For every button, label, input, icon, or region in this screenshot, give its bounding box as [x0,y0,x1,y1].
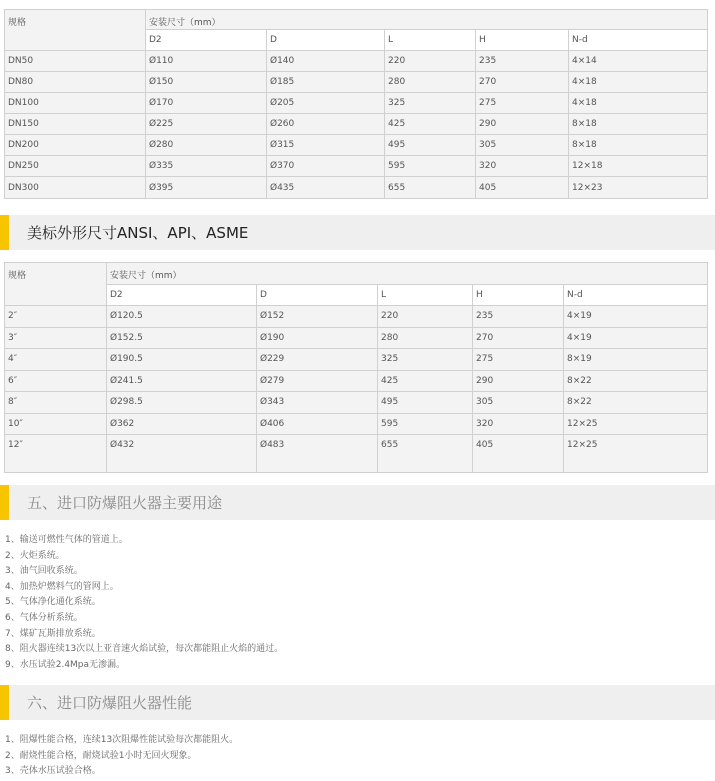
table-cell: Ø395 [146,177,267,199]
table-row [5,392,708,414]
table-cell: Ø205 [267,93,385,114]
table-cell: Ø152 [257,306,378,328]
table-cell: 4×18 [569,72,708,93]
list-item: 2、耐烧性能合格，耐烧试验1小时无回火现象。 [5,750,197,761]
table-cell: 12×25 [564,413,708,435]
table-cell: 305 [476,135,569,156]
dimension-table-inch [4,262,708,473]
column-header: H [473,285,564,306]
column-header: D [257,285,378,306]
uses-list [5,533,283,673]
table-cell: 12×23 [569,177,708,199]
table-cell: 290 [473,370,564,392]
table-cell: 320 [473,413,564,435]
column-header: D2 [146,30,267,51]
section-header-ansi [0,215,715,250]
table-cell: DN80 [5,72,146,93]
table-cell: Ø343 [257,392,378,414]
table-cell: 220 [378,306,473,328]
column-header: L [378,285,473,306]
table-row [5,306,708,328]
table-cell: 12×25 [564,435,708,473]
install-size-header: 安装尺寸（mm） [107,263,708,285]
table-cell: Ø120.5 [107,306,257,328]
table-cell: 320 [476,156,569,177]
table-cell: Ø432 [107,435,257,473]
dimension-table-dn [4,9,708,199]
table-cell: Ø335 [146,156,267,177]
spec-header: 规格 [5,263,107,306]
table-cell: 280 [385,72,476,93]
section-header-uses [0,485,715,520]
table-cell: Ø185 [267,72,385,93]
table-cell: 8×19 [564,349,708,371]
list-item: 1、阻爆性能合格，连续13次阻爆性能试验每次都能阻火。 [5,735,239,745]
table-cell: DN100 [5,93,146,114]
section-title: 五、进口防爆阻火器主要用途 [27,494,223,512]
table-row [5,370,708,392]
table-cell: 275 [473,349,564,371]
section-title: 美标外形尺寸ANSI、API、ASME [27,224,249,242]
list-item: 3、壳体水压试验合格。 [5,766,101,777]
table-cell: 4″ [5,349,107,371]
list-item: 4、加热炉燃料气的管网上。 [5,581,119,592]
table-row [5,114,708,135]
table-cell: DN50 [5,51,146,72]
table-cell: 325 [378,349,473,371]
list-item: 2、火炬系统。 [5,550,65,561]
table-cell: 270 [476,72,569,93]
list-item: 6、气体分析系统。 [5,612,83,623]
table-row [5,327,708,349]
table-cell: 12×18 [569,156,708,177]
table-cell: 8×18 [569,135,708,156]
table-row [5,413,708,435]
list-item: 5、气体净化通化系统。 [5,597,101,608]
table-row [5,51,708,72]
table-cell: 280 [378,327,473,349]
table-cell: 495 [378,392,473,414]
table-cell: Ø315 [267,135,385,156]
table-cell: Ø170 [146,93,267,114]
spec-header: 规格 [5,10,146,51]
table-cell: Ø241.5 [107,370,257,392]
table-cell: 10″ [5,413,107,435]
accent-bar [0,215,9,250]
list-item: 9、水压试验2.4Mpa无渗漏。 [5,659,126,670]
table-row [5,93,708,114]
table-cell: DN250 [5,156,146,177]
table-cell: 3″ [5,327,107,349]
table-cell: Ø225 [146,114,267,135]
table-cell: Ø298.5 [107,392,257,414]
table-cell: Ø483 [257,435,378,473]
table-cell: 4×19 [564,327,708,349]
table-row [5,177,708,199]
table-cell: 595 [378,413,473,435]
table-cell: Ø140 [267,51,385,72]
table-cell: Ø279 [257,370,378,392]
table-cell: Ø190.5 [107,349,257,371]
table-cell: Ø280 [146,135,267,156]
table-cell: Ø110 [146,51,267,72]
table-cell: Ø190 [257,327,378,349]
table-row [5,435,708,473]
table-cell: DN300 [5,177,146,199]
list-item: 3、油气回收系统。 [5,566,83,577]
column-header: D [267,30,385,51]
table-cell: DN150 [5,114,146,135]
section-title: 六、进口防爆阻火器性能 [27,694,193,712]
table-cell: Ø152.5 [107,327,257,349]
table-cell: Ø229 [257,349,378,371]
list-item: 7、煤矿瓦斯排放系统。 [5,628,101,639]
table-cell: Ø260 [267,114,385,135]
table-cell: 290 [476,114,569,135]
table-cell: 405 [476,177,569,199]
table-cell: 305 [473,392,564,414]
table-cell: 595 [385,156,476,177]
column-header: N-d [564,285,708,306]
column-header: D2 [107,285,257,306]
table-cell: DN200 [5,135,146,156]
table-cell: 2″ [5,306,107,328]
performance-list [5,733,238,780]
table-cell: 270 [473,327,564,349]
table-cell: 4×18 [569,93,708,114]
table-cell: 8×18 [569,114,708,135]
list-item: 1、输送可燃性气体的管道上。 [5,535,128,545]
table-cell: 235 [473,306,564,328]
table-row [5,156,708,177]
table-cell: Ø435 [267,177,385,199]
accent-bar [0,485,9,520]
table-cell: 425 [378,370,473,392]
table-cell: 235 [476,51,569,72]
table-cell: 655 [385,177,476,199]
table-cell: 12″ [5,435,107,473]
table-cell: 425 [385,114,476,135]
install-size-header: 安装尺寸（mm） [146,10,708,30]
table-cell: 275 [476,93,569,114]
table-cell: Ø150 [146,72,267,93]
list-item: 8、阻火器连续13次以上亚音速火焰试验，每次都能阻止火焰的通过。 [5,644,284,655]
table-cell: 4×14 [569,51,708,72]
section-header-performance [0,685,715,720]
table-cell: Ø362 [107,413,257,435]
table-cell: 8×22 [564,370,708,392]
table-cell: 405 [473,435,564,473]
accent-bar [0,685,9,720]
table-row [5,349,708,371]
column-header: N-d [569,30,708,51]
table-cell: 220 [385,51,476,72]
table-cell: Ø406 [257,413,378,435]
table-row [5,135,708,156]
column-header: L [385,30,476,51]
table-cell: 495 [385,135,476,156]
table-cell: 8×22 [564,392,708,414]
table-cell: 325 [385,93,476,114]
column-header: H [476,30,569,51]
table-cell: 4×19 [564,306,708,328]
table-cell: 8″ [5,392,107,414]
table-cell: Ø370 [267,156,385,177]
table-cell: 655 [378,435,473,473]
table-cell: 6″ [5,370,107,392]
table-row [5,72,708,93]
